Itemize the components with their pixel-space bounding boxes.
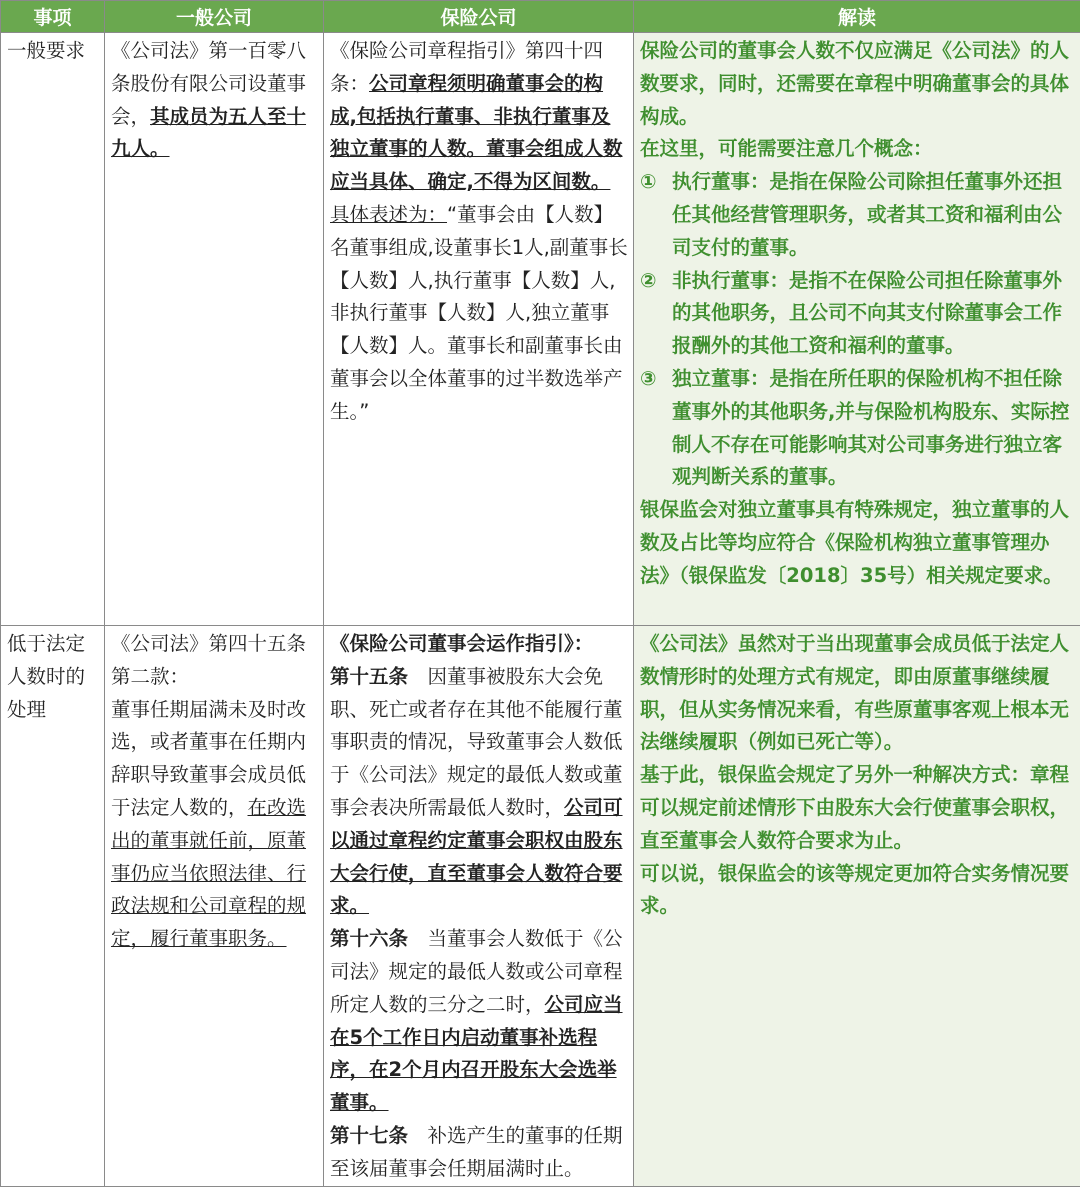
row2-item: 低于法定人数时的处理 xyxy=(1,626,105,1187)
row1-item: 一般要求 xyxy=(1,33,105,626)
row2-general-cell: 《公司法》第四十五条第二款： 董事任期届满未及时改选，或者董事在任期内辞职导致董事会成员低于法定人数的，在改选出的董事就任前，原董事仍应当依照法律、行政法规和公司章程的规定，履行董事职务。 xyxy=(105,626,324,1187)
article-16: 第十六条 当董事会人数低于《公司法》规定的最低人数或公司章程所定人数的三分之二时，公司应当在5个工作日内启动董事补选程序，在2个月内召开股东大会选举董事。 xyxy=(330,927,623,1115)
concept-item: ① 执行董事：是指在保险公司除担任董事外还担任其他经营管理职务，或者其工资和福利由公司支付的董事。 xyxy=(640,170,1063,259)
row2-interpretation-cell: 《公司法》虽然对于当出现董事会成员低于法定人数情形时的处理方式有规定，即由原董事继续履职，但从实务情况来看，有些原董事客观上根本无法继续履职（例如已死亡等）。 基于此，银保监会规定了另外一种解决方式：章程可以规定前述情形下由股东大会行使董事会职权，直至董事会人数符合要求为止。 可以说，银保监会的该等规定更加符合实务情况要求。 xyxy=(634,626,1080,1187)
row1-interpretation-cell: 保险公司的董事会人数不仅应满足《公司法》的人数要求，同时，还需要在章程中明确董事会的具体构成。 在这里，可能需要注意几个概念： ① 执行董事：是指在保险公司除担任董事外还担任其他经营管理职务，或者其工资和福利由公司支付的董事。 ② 非执行董事：是指不在保险公司担任除董事外的其他职务，且公司不向其支付除董事会工作报酬外的其他工资和福利的董事。 ③ 独立董事：是指在所任职的保险机构不担任除董事外的其他职务,并与保险机构股东、实际控制人不存在可能影响其对公司事务进行独立客观判断关系的董事。 银保监会对独立董事具有特殊规定，独立董事的人数及占比等均应符合《保险机构独立董事管理办法》（银保监发〔2018〕35号）相关规定要求。 xyxy=(634,33,1080,626)
table-row-below-quorum xyxy=(1,626,1080,1187)
header-general-company: 一般公司 xyxy=(105,1,324,33)
row1-general-cell: 《公司法》第一百零八条股份有限公司设董事会，其成员为五人至十九人。 xyxy=(105,33,324,626)
row2-insurance-cell: 《保险公司董事会运作指引》： 第十五条 因董事被股东大会免职、死亡或者存在其他不能履行董事职责的情况，导致董事会人数低于《公司法》规定的最低人数或董事会表决所需最低人数时，公司可以通过章程约定董事会职权由股东大会行使，直至董事会人数符合要求。 第十六条 当董事会人数低于《公司法》规定的最低人数或公司章程所定人数的三分之二时，公司应当在5个工作日内启动董事补选程序，在2个月内召开股东大会选举董事。 第十七条 补选产生的董事的任期至该届董事会任期届满时止。 xyxy=(324,626,634,1187)
table-row-general-requirement xyxy=(1,33,1080,626)
header-row xyxy=(1,1,1080,33)
concept-item: ② 非执行董事：是指不在保险公司担任除董事外的其他职务，且公司不向其支付除董事会工作报酬外的其他工资和福利的董事。 xyxy=(640,268,1063,358)
header-item: 事项 xyxy=(1,1,105,33)
header-interpretation: 解读 xyxy=(634,1,1080,33)
row1-insurance-cell: 《保险公司章程指引》第四十四条：公司章程须明确董事会的构成,包括执行董事、非执行董事及独立董事的人数。董事会组成人数应当具体、确定,不得为区间数。 具体表述为：“董事会由【人数】名董事组成,设董事长1人,副董事长【人数】人,执行董事【人数】人,非执行董事【人数】人,独立董事【人数】人。董事长和副董事长由董事会以全体董事的过半数选举产生。” xyxy=(324,33,634,626)
article-17: 第十七条 补选产生的董事的任期至该届董事会任期届满时止。 xyxy=(330,1123,623,1180)
concept-item: ③ 独立董事：是指在所任职的保险机构不担任除董事外的其他职务,并与保险机构股东、实际控制人不存在可能影响其对公司事务进行独立客观判断关系的董事。 xyxy=(640,366,1070,489)
header-insurance-company: 保险公司 xyxy=(324,1,634,33)
article-15: 第十五条 因董事被股东大会免职、死亡或者存在其他不能履行董事职责的情况，导致董事会人数低于《公司法》规定的最低人数或董事会表决所需最低人数时，公司可以通过章程约定董事会职权由股东大会行使，直至董事会人数符合要求。 xyxy=(330,664,623,918)
